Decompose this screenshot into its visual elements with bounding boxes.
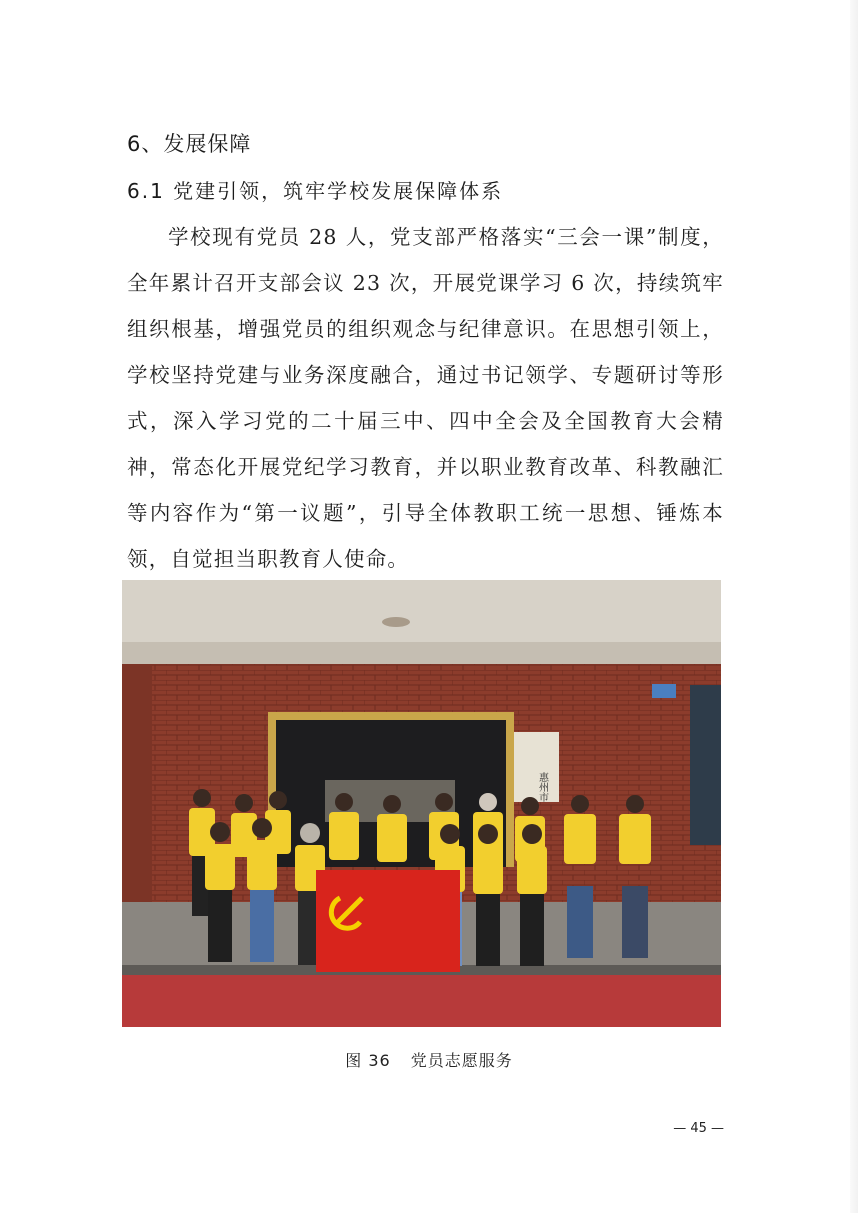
page-edge-shadow xyxy=(850,0,858,1213)
page-number: — 45 — xyxy=(673,1121,724,1136)
section-heading: 6、发展保障 xyxy=(127,132,252,156)
body-paragraph: 学校现有党员 28 人，党支部严格落实“三会一课”制度，全年累计召开支部会议 23 次，开展党课学习 6 次，持续筑牢组织根基，增强党员的组织观念与纪律意识。在思想引领上，学校坚持党建与业务深度融合，通过书记领学、专题研讨等形式，深入学习党的二十届三中、四中全会及全国教育大会精神，常态化开展党纪学习教育，并以职业教育改革、科教融汇等内容作为“第一议题”，引导全体教职工统一思想、锤炼本领，自觉担当职教育人使命。 xyxy=(127,225,724,571)
group-photo-illustration xyxy=(122,580,721,1027)
group-photo xyxy=(122,580,721,1027)
subsection-heading: 6.1 党建引领，筑牢学校发展保障体系 xyxy=(127,179,504,203)
svg-text:惠州市: 惠州市 xyxy=(536,772,548,802)
figure-caption xyxy=(0,1048,858,1071)
figure-number: 图 36 xyxy=(345,1051,391,1070)
figure-title: 党员志愿服务 xyxy=(410,1051,513,1070)
party-flag xyxy=(316,870,460,972)
